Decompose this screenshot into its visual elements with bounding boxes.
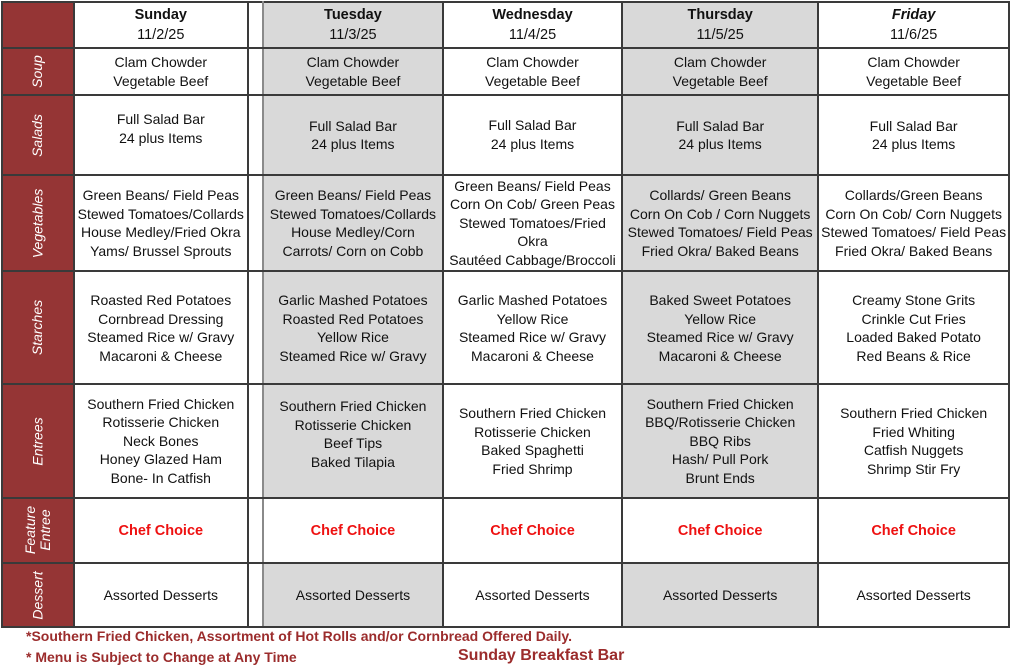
menu-item: Steamed Rice w/ Gravy xyxy=(279,347,427,364)
day-header-thursday xyxy=(622,2,818,48)
menu-cell: Assorted Desserts xyxy=(263,563,443,627)
footer-change-note: * Menu is Subject to Change at Any Time xyxy=(26,649,297,665)
menu-item: Southern Fried Chicken xyxy=(279,398,427,414)
menu-item: Baked Tilapia xyxy=(310,453,395,470)
feature-entree-label: Feature Entree xyxy=(21,505,53,554)
menu-item: Roasted Red Potatoes xyxy=(282,310,424,327)
menu-item: BBQ Ribs xyxy=(689,432,751,449)
menu-item: Shrimp Stir Fry xyxy=(866,460,961,477)
menu-item: Rotisserie Chicken xyxy=(294,416,412,433)
menu-item: Carrots/ Corn on Cobb xyxy=(282,242,424,259)
menu-item: Steamed Rice w/ Gravy xyxy=(87,329,235,345)
menu-cell xyxy=(263,95,443,175)
menu-item: Vegetable Beef xyxy=(305,72,401,89)
menu-cell xyxy=(263,175,443,271)
menu-item: Stewed Tomatoes/Collards xyxy=(77,205,244,222)
day-name: Tuesday xyxy=(324,7,382,23)
menu-item: Stewed Tomatoes/Collards xyxy=(269,205,437,222)
menu-cell xyxy=(443,175,622,271)
day-name: Thursday xyxy=(687,7,753,23)
menu-item: Southern Fried Chicken xyxy=(646,395,794,412)
menu-item: Macaroni & Cheese xyxy=(471,347,594,364)
menu-item: Catfish Nuggets xyxy=(863,442,964,458)
menu-cell xyxy=(263,498,443,563)
menu-item: House Medley/Fried Okra xyxy=(81,224,241,240)
menu-item: Neck Bones xyxy=(123,432,199,449)
menu-cell xyxy=(622,384,818,498)
menu-cell xyxy=(818,175,1009,271)
category-label-salads: Salads xyxy=(2,95,74,175)
day-name: Friday xyxy=(891,7,936,23)
chef-choice: Chef Choice xyxy=(490,522,575,539)
menu-item: Clam Chowder xyxy=(867,54,960,70)
menu-item: Sautéed Cabbage/Broccoli xyxy=(449,251,616,268)
menu-cell xyxy=(622,48,818,95)
menu-item: Baked Spaghetti xyxy=(481,442,584,458)
menu-cell xyxy=(818,95,1009,175)
salads-row xyxy=(2,95,1009,175)
menu-item: Southern Fried Chicken xyxy=(458,405,607,421)
category-label-starches: Starches xyxy=(2,271,74,384)
day-date: 11/6/25 xyxy=(889,27,938,43)
menu-item: Garlic Mashed Potatoes xyxy=(457,292,608,308)
chef-choice: Chef Choice xyxy=(871,522,956,539)
menu-item: House Medley/Corn xyxy=(291,224,415,240)
menu-item: Garlic Mashed Potatoes xyxy=(278,292,428,308)
menu-item: Corn On Cob/ Corn Nuggets xyxy=(825,205,1002,222)
menu-item: Bone- In Catfish xyxy=(110,469,211,486)
menu-item: 24 plus Items xyxy=(311,136,395,152)
day-date: 11/4/25 xyxy=(508,27,557,43)
corner-cell xyxy=(2,2,74,48)
column-gap xyxy=(248,95,263,175)
menu-item: Collards/ Green Beans xyxy=(649,187,791,203)
menu-item: 24 plus Items xyxy=(678,136,762,152)
column-gap xyxy=(248,48,263,95)
menu-cell xyxy=(443,48,622,95)
menu-item: Rotisserie Chicken xyxy=(474,423,591,440)
menu-item: Fried Okra/ Baked Beans xyxy=(641,242,799,259)
category-label-soup: Soup xyxy=(2,48,74,95)
menu-item: Loaded Baked Potato xyxy=(846,329,981,345)
menu-cell xyxy=(443,498,622,563)
menu-item: Macaroni & Cheese xyxy=(658,347,782,364)
menu-cell xyxy=(443,271,622,384)
menu-item: Roasted Red Potatoes xyxy=(90,292,232,308)
vegetables-row xyxy=(2,175,1009,271)
menu-item: Vegetable Beef xyxy=(866,72,962,89)
menu-item: Clam Chowder xyxy=(306,54,400,70)
menu-item: Corn On Cob / Corn Nuggets xyxy=(629,205,811,222)
menu-item: 24 plus Items xyxy=(490,135,575,152)
menu-item: Clam Chowder xyxy=(673,54,767,70)
menu-item: Full Salad Bar xyxy=(676,117,765,134)
menu-item: Cornbread Dressing xyxy=(98,310,224,327)
menu-item: Fried Okra/ Baked Beans xyxy=(835,242,993,259)
menu-cell xyxy=(74,498,248,563)
day-header-tuesday xyxy=(263,2,443,48)
day-date: 11/2/25 xyxy=(137,27,185,43)
menu-cell xyxy=(622,498,818,563)
menu-cell: Assorted Desserts xyxy=(443,563,622,627)
menu-cell xyxy=(74,384,248,498)
menu-item: Green Beans/ Field Peas xyxy=(274,187,432,203)
menu-item: Crinkle Cut Fries xyxy=(861,310,966,327)
menu-item: Southern Fried Chicken xyxy=(840,405,988,421)
menu-item: Clam Chowder xyxy=(114,54,208,70)
menu-item: Yellow Rice xyxy=(317,329,389,345)
menu-cell xyxy=(74,175,248,271)
menu-item: Clam Chowder xyxy=(486,54,579,70)
menu-item: Okra xyxy=(517,233,548,250)
starches-row xyxy=(2,271,1009,384)
menu-cell xyxy=(74,271,248,384)
menu-item: Full Salad Bar xyxy=(308,117,397,134)
chef-choice: Chef Choice xyxy=(118,522,204,539)
menu-cell xyxy=(818,48,1009,95)
menu-item: Hash/ Pull Pork xyxy=(671,451,769,468)
day-name: Sunday xyxy=(134,7,187,23)
menu-item: Fried Shrimp xyxy=(492,460,573,477)
menu-item: Creamy Stone Grits xyxy=(852,292,976,308)
menu-cell xyxy=(622,95,818,175)
menu-item: Steamed Rice w/ Gravy xyxy=(458,329,607,345)
menu-item: Collards/Green Beans xyxy=(844,187,983,203)
menu-item: Rotisserie Chicken xyxy=(102,414,220,431)
menu-item: Yellow Rice xyxy=(684,310,757,327)
menu-cell xyxy=(818,271,1009,384)
day-header-friday xyxy=(818,2,1009,48)
column-gap xyxy=(248,175,263,271)
menu-cell xyxy=(263,384,443,498)
day-header-sunday xyxy=(74,2,248,48)
menu-item: Vegetable Beef xyxy=(113,72,209,89)
menu-item: Beef Tips xyxy=(323,435,383,451)
menu-item: Yellow Rice xyxy=(496,310,569,327)
column-gap xyxy=(248,498,263,563)
day-name: Wednesday xyxy=(492,7,573,23)
menu-cell xyxy=(818,498,1009,563)
menu-item: Stewed Tomatoes/ Field Peas xyxy=(627,224,813,240)
soup-row xyxy=(2,48,1009,95)
menu-cell: Assorted Desserts xyxy=(818,563,1009,627)
menu-item: Red Beans & Rice xyxy=(856,347,971,364)
menu-cell xyxy=(443,95,622,175)
footer-daily-note: *Southern Fried Chicken, Assortment of Hot Rolls and/or Cornbread Offered Daily. xyxy=(26,628,573,644)
menu-item: Green Beans/ Field Peas xyxy=(82,187,239,203)
footer-breakfast-bar: Sunday Breakfast Bar xyxy=(458,647,625,664)
menu-cell xyxy=(818,384,1009,498)
category-label-vegetables: Vegetables xyxy=(2,175,74,271)
menu-item: Steamed Rice w/ Gravy xyxy=(646,329,794,345)
column-gap xyxy=(248,563,263,627)
header-row xyxy=(2,2,1009,48)
menu-item: Fried Whiting xyxy=(872,423,955,440)
menu-item: Baked Sweet Potatoes xyxy=(649,292,791,308)
menu-item: Corn On Cob/ Green Peas xyxy=(450,196,615,213)
menu-item: Brunt Ends xyxy=(685,469,755,486)
day-date: 11/5/25 xyxy=(696,27,744,43)
menu-item: Honey Glazed Ham xyxy=(99,451,222,468)
menu-item: Vegetable Beef xyxy=(672,72,768,89)
menu-cell xyxy=(622,175,818,271)
column-gap xyxy=(248,271,263,384)
feature-entree-row xyxy=(2,498,1009,563)
weekly-menu-table xyxy=(1,1,1010,628)
menu-cell xyxy=(263,271,443,384)
menu-item: Southern Fried Chicken xyxy=(87,395,235,412)
menu-item: Full Salad Bar xyxy=(488,117,577,133)
menu-cell xyxy=(622,271,818,384)
menu-cell xyxy=(443,384,622,498)
menu-cell xyxy=(263,48,443,95)
category-label-entrees: Entrees xyxy=(2,384,74,498)
menu-item: 24 plus Items xyxy=(872,136,956,152)
entrees-row xyxy=(2,384,1009,498)
column-gap xyxy=(248,2,263,48)
chef-choice: Chef Choice xyxy=(310,522,396,539)
menu-item: Macaroni & Cheese xyxy=(99,347,223,364)
day-header-wednesday xyxy=(443,2,622,48)
menu-item: Full Salad Bar xyxy=(116,111,205,127)
menu-item: Stewed Tomatoes/ Field Peas xyxy=(821,224,1007,240)
column-gap xyxy=(248,384,263,498)
menu-cell: Assorted Desserts xyxy=(622,563,818,627)
category-label-dessert: Dessert xyxy=(2,563,74,627)
category-label-feature-entree xyxy=(2,498,74,563)
menu-cell xyxy=(74,48,248,95)
chef-choice: Chef Choice xyxy=(677,522,763,539)
menu-cell xyxy=(74,95,248,175)
menu-item: Stewed Tomatoes/Fried xyxy=(459,214,606,231)
day-date: 11/3/25 xyxy=(329,27,377,43)
menu-item: Vegetable Beef xyxy=(485,72,580,89)
menu-item: Yams/ Brussel Sprouts xyxy=(90,242,232,259)
menu-item: 24 plus Items xyxy=(119,129,203,146)
menu-item: Full Salad Bar xyxy=(869,117,958,134)
menu-item: Green Beans/ Field Peas xyxy=(454,177,611,194)
menu-item: BBQ/Rotisserie Chicken xyxy=(645,414,796,431)
dessert-row xyxy=(2,563,1009,627)
menu-cell: Assorted Desserts xyxy=(74,563,248,627)
